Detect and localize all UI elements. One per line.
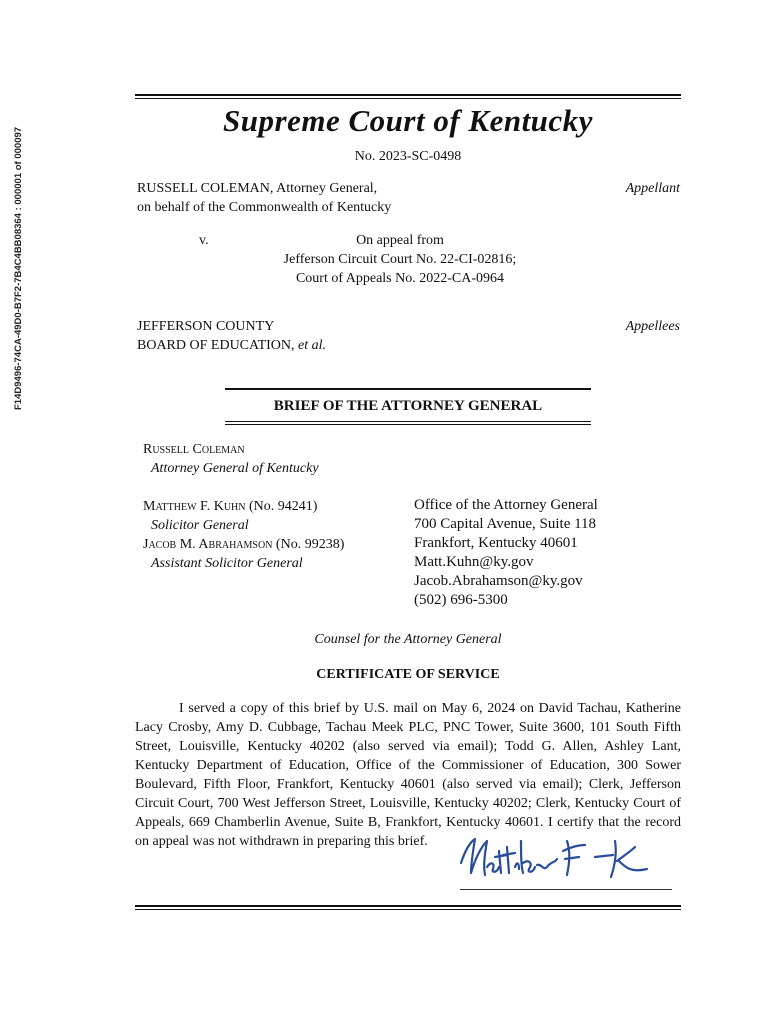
appeal-line-2: Jefferson Circuit Court No. 22-CI-02816;	[283, 252, 517, 267]
document-id-stamp	[0, 0, 24, 420]
counsel-for: Counsel for the Attorney General	[314, 632, 502, 647]
office-phone: (502) 696-5300	[414, 592, 508, 608]
appellant-role: Appellant	[625, 181, 680, 196]
counsel-1-name: Matthew F. Kuhn	[143, 499, 246, 514]
court-title: Supreme Court of Kentucky	[223, 103, 593, 138]
versus: v.	[199, 233, 209, 248]
attorney-general-title: Attorney General of Kentucky	[151, 461, 319, 476]
appellees-et-al: et al.	[298, 338, 327, 353]
appellant-line-2: on behalf of the Commonwealth of Kentucky	[137, 200, 392, 215]
top-rule	[135, 94, 681, 99]
counsel-2-title: Assistant Solicitor General	[151, 556, 303, 571]
brief-title-box	[225, 388, 591, 425]
appeal-info	[260, 231, 540, 288]
signature-text: Matthew F. Kuhn	[455, 833, 463, 834]
attorney-general-block	[143, 440, 319, 478]
appeal-line-3: Court of Appeals No. 2022-CA-0964	[295, 271, 505, 286]
brief-title: BRIEF OF THE ATTORNEY GENERAL	[273, 398, 543, 414]
counsel-1-title: Solicitor General	[151, 518, 249, 533]
counsel-list	[143, 497, 344, 573]
counsel-2-name: Jacob M. Abrahamson	[143, 537, 273, 552]
office-line-1: Office of the Attorney General	[414, 497, 598, 513]
office-line-3: Frankfort, Kentucky 40601	[414, 535, 578, 551]
signature-image	[455, 833, 655, 891]
counsel-2-bar: (No. 99238)	[272, 537, 345, 552]
counsel-1-bar: (No. 94241)	[245, 499, 318, 514]
appellees-role: Appellees	[625, 319, 680, 334]
certificate-text: I served a copy of this brief by U.S. mail on May 6, 2024 on David Tachau, Katherine Lacy Crosby, Amy D. Cubbage, Tachau Meek PLC, PNC Tower, Suite 3600, 101 South Fifth Street, Louisville, Kentucky 40202 (also served via email); Todd G. Allen, Ashley Lant, Kentucky Department of Education, Office of the Commissioner of Education, 300 Sower Boulevard, Fifth Floor, Frankfort, Kentucky 40601 (also served via email); Clerk, Jefferson Circuit Court, 700 West Jefferson Street, Louisville, Kentucky 40202; Clerk, Kentucky Court of Appeals, 669 Chamberlin Avenue, Suite B, Frankfort, Kentucky 40601. I certify that the record on appeal was not withdrawn in preparing this brief.	[135, 701, 681, 849]
document-id-text: F14D9496-74CA-49D0-B7F2-7B4C4BB08364 : 000001 of 000097	[13, 126, 24, 410]
certificate-body	[135, 699, 681, 851]
office-email-1: Matt.Kuhn@ky.gov	[414, 554, 534, 570]
office-address	[414, 496, 598, 610]
counsel-1-line	[143, 497, 344, 516]
certificate-title: CERTIFICATE OF SERVICE	[316, 667, 500, 682]
office-email-2: Jacob.Abrahamson@ky.gov	[414, 573, 583, 589]
appeal-line-1: On appeal from	[356, 233, 444, 248]
appellees-line-2: BOARD OF EDUCATION,	[137, 338, 299, 353]
attorney-general-name: Russell Coleman	[143, 442, 245, 457]
office-line-2: 700 Capital Avenue, Suite 118	[414, 516, 597, 532]
bottom-rule	[135, 905, 681, 910]
case-number: No. 2023-SC-0498	[354, 149, 462, 164]
appellees-block	[137, 317, 326, 355]
appellant-block	[137, 179, 391, 217]
appellant-line-1: RUSSELL COLEMAN, Attorney General,	[137, 181, 378, 196]
signature-line	[460, 889, 672, 890]
counsel-2-line	[143, 535, 344, 554]
appellees-line-1: JEFFERSON COUNTY	[137, 319, 275, 334]
